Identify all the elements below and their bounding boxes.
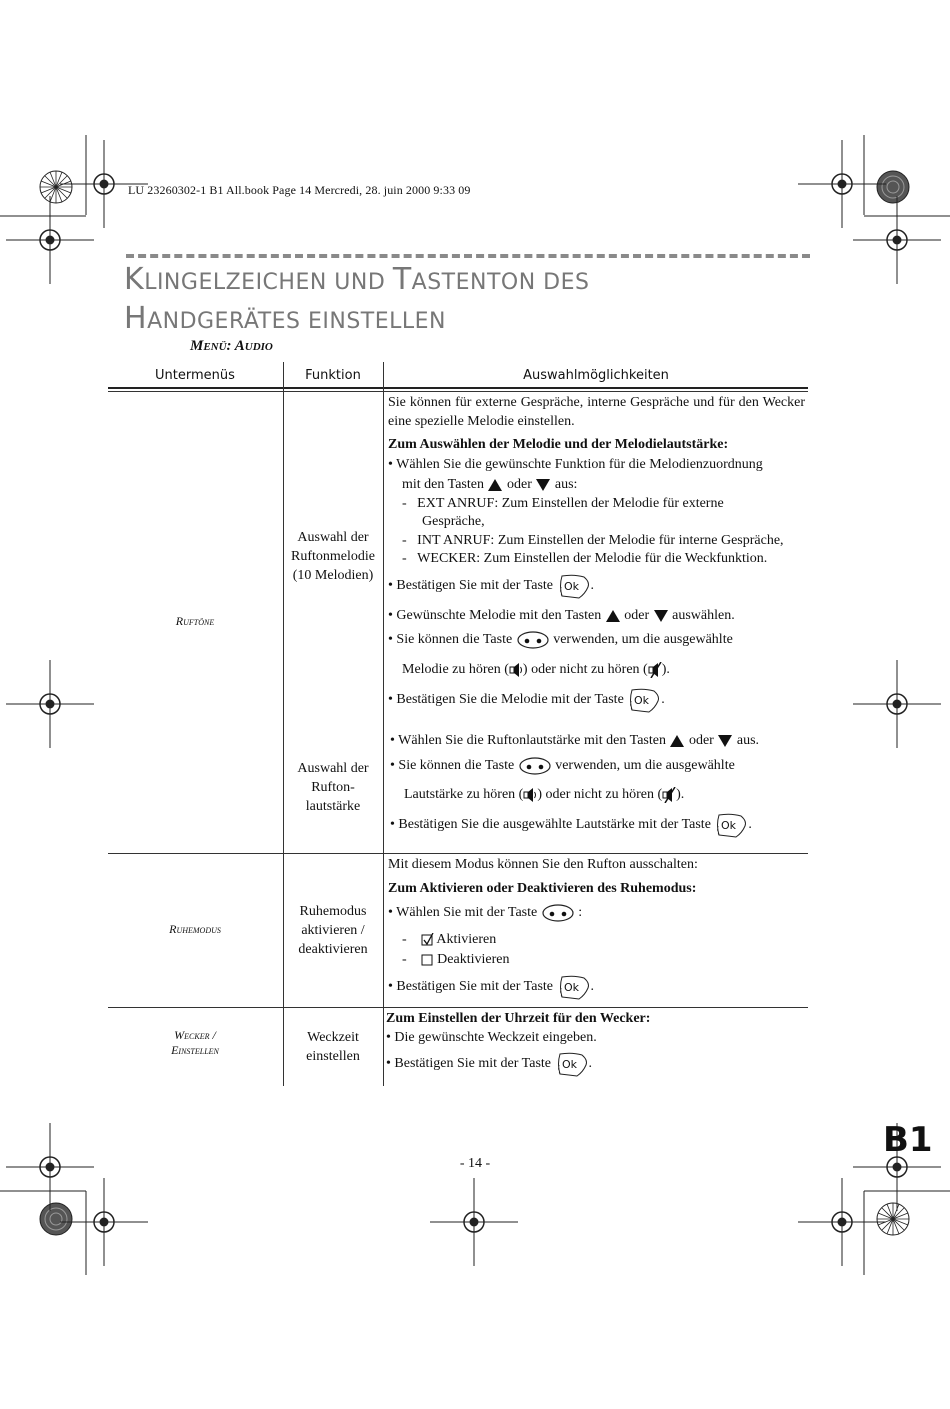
navigation-key-icon [541,903,575,923]
table-header-rule-2 [108,391,808,392]
svg-text:Ok: Ok [721,819,737,832]
svg-text:Ok: Ok [561,1058,577,1071]
wecker-heading: Zum Einstellen der Uhrzeit für den Wecker: [386,1011,651,1026]
empty-box-icon [421,953,434,966]
ruftone-bullet-1: • Wählen Sie die gewünschte Funktion für die Melodienzuordnung [388,457,763,472]
wecker-confirm: • Bestätigen Sie mit der Taste Ok . [386,1051,592,1077]
ruftone-sub-3: - WECKER: Zum Einstellen der Melodie für die Weckfunktion. [402,551,768,566]
table-row-divider [108,853,808,854]
ruftone-melody-select: • Gewünschte Melodie mit den Tasten oder auswählen. [388,608,735,623]
checked-box-icon [421,933,434,946]
rosette-icon [40,171,72,203]
function-ruhemodus: Ruhemodus aktivieren / deaktivieren [298,904,368,957]
page-number: - 14 - [459,1156,491,1171]
page-title [124,262,589,340]
section-badge: B1 [883,1120,933,1160]
rosette-icon [877,1203,909,1235]
submenu-ruftone: Ruftöne [175,614,215,628]
up-arrow-icon [669,734,685,748]
ok-key-icon [627,687,661,713]
table-header-untermenus: Untermenüs [155,368,235,383]
table-column-divider [283,362,284,1086]
ruftone-bullet-1-cont: mit den Tasten oder aus: [402,477,578,492]
table-header-rule [108,387,808,389]
speaker-on-icon [523,787,537,803]
ruftone-volume-use-key: • Sie können die Taste verwenden, um die ausgewählte [390,756,735,776]
navigation-key-icon [516,630,550,650]
function-melody: Auswahl der Ruftonmelodie (10 Melodien) [291,530,375,583]
ruftone-volume-confirm: • Bestätigen Sie die ausgewählte Lautstärke mit der Taste Ok . [390,812,752,838]
ok-key-icon [557,974,591,1000]
rosette-icon [40,1203,72,1235]
ruftone-volume-select: • Wählen Sie die Ruftonlautstärke mit den Tasten oder aus. [390,733,760,748]
navigation-key-icon [518,756,552,776]
down-arrow-icon [535,478,551,492]
ruhemodus-select: • Wählen Sie mit der Taste : [388,903,582,923]
table-row-divider [108,1007,808,1008]
submenu-ruhemodus: Ruhemodus [169,922,221,936]
ruftone-confirm: • Bestätigen Sie mit der Taste Ok . [388,573,594,599]
print-header: LU 23260302-1 B1 All.book Page 14 Mercredi, 28. juin 2000 9:33 09 [128,183,471,197]
table-header-auswahl: Auswahlmöglichkeiten [523,368,669,383]
ruhemodus-confirm: • Bestätigen Sie mit der Taste Ok . [388,974,594,1000]
function-wecker: Weckzeit einstellen [306,1030,360,1064]
ruhemodus-heading: Zum Aktivieren oder Deaktivieren des Ruhemodus: [388,881,697,896]
ruhemodus-option-on: - Aktivieren [402,932,497,947]
title-line-2: HANDGERÄTES EINSTELLEN [124,301,447,336]
wecker-step-1: • Die gewünschte Weckzeit eingeben. [386,1030,597,1045]
ruftone-melody-confirm: • Bestätigen Sie die Melodie mit der Taste Ok . [388,687,665,713]
ruftone-use-key: • Sie können die Taste verwenden, um die ausgewählte [388,630,733,650]
ruftone-intro: Sie können für externe Gespräche, interne Gespräche und für den Wecker eine spezielle Melodie einstellen. [388,395,805,429]
ok-key-icon [555,1051,589,1077]
speaker-muted-icon [648,662,662,678]
speaker-muted-icon [662,787,676,803]
up-arrow-icon [605,609,621,623]
rosette-icon [877,171,909,203]
ok-key-icon [714,812,748,838]
title-dash-rule [126,254,810,258]
title-line-1: KLINGELZEICHEN UND TASTENTON DES [124,262,590,297]
ruftone-heading: Zum Auswählen der Melodie und der Melodielautstärke: [388,437,729,452]
svg-text:Ok: Ok [563,580,579,593]
ok-key-icon [557,573,591,599]
ruftone-sub-1: - EXT ANRUF: Zum Einstellen der Melodie für externe [402,496,724,511]
function-volume: Auswahl der Rufton- lautstärke [297,761,369,814]
down-arrow-icon [653,609,669,623]
ruftone-sub-2: - INT ANRUF: Zum Einstellen der Melodie für interne Gespräche, [402,533,784,548]
svg-text:Ok: Ok [634,694,650,707]
up-arrow-icon [487,478,503,492]
down-arrow-icon [717,734,733,748]
table-column-divider [383,362,384,1086]
menu-label: Menü: Audio [190,338,273,354]
table-header-funktion: Funktion [305,368,361,383]
ruftone-sub-1-cont: Gespräche, [422,514,485,529]
ruftone-melody-hear: Melodie zu hören ( ) oder nicht zu hören ( ). [402,662,670,677]
ruhemodus-intro: Mit diesem Modus können Sie den Rufton ausschalten: [388,857,698,872]
ruftone-volume-hear: Lautstärke zu hören ( ) oder nicht zu hören ( ). [404,787,685,802]
speaker-on-icon [509,662,523,678]
ruhemodus-option-off: - Deaktivieren [402,952,510,967]
submenu-wecker: Wecker / Einstellen [171,1028,219,1057]
svg-text:Ok: Ok [563,981,579,994]
